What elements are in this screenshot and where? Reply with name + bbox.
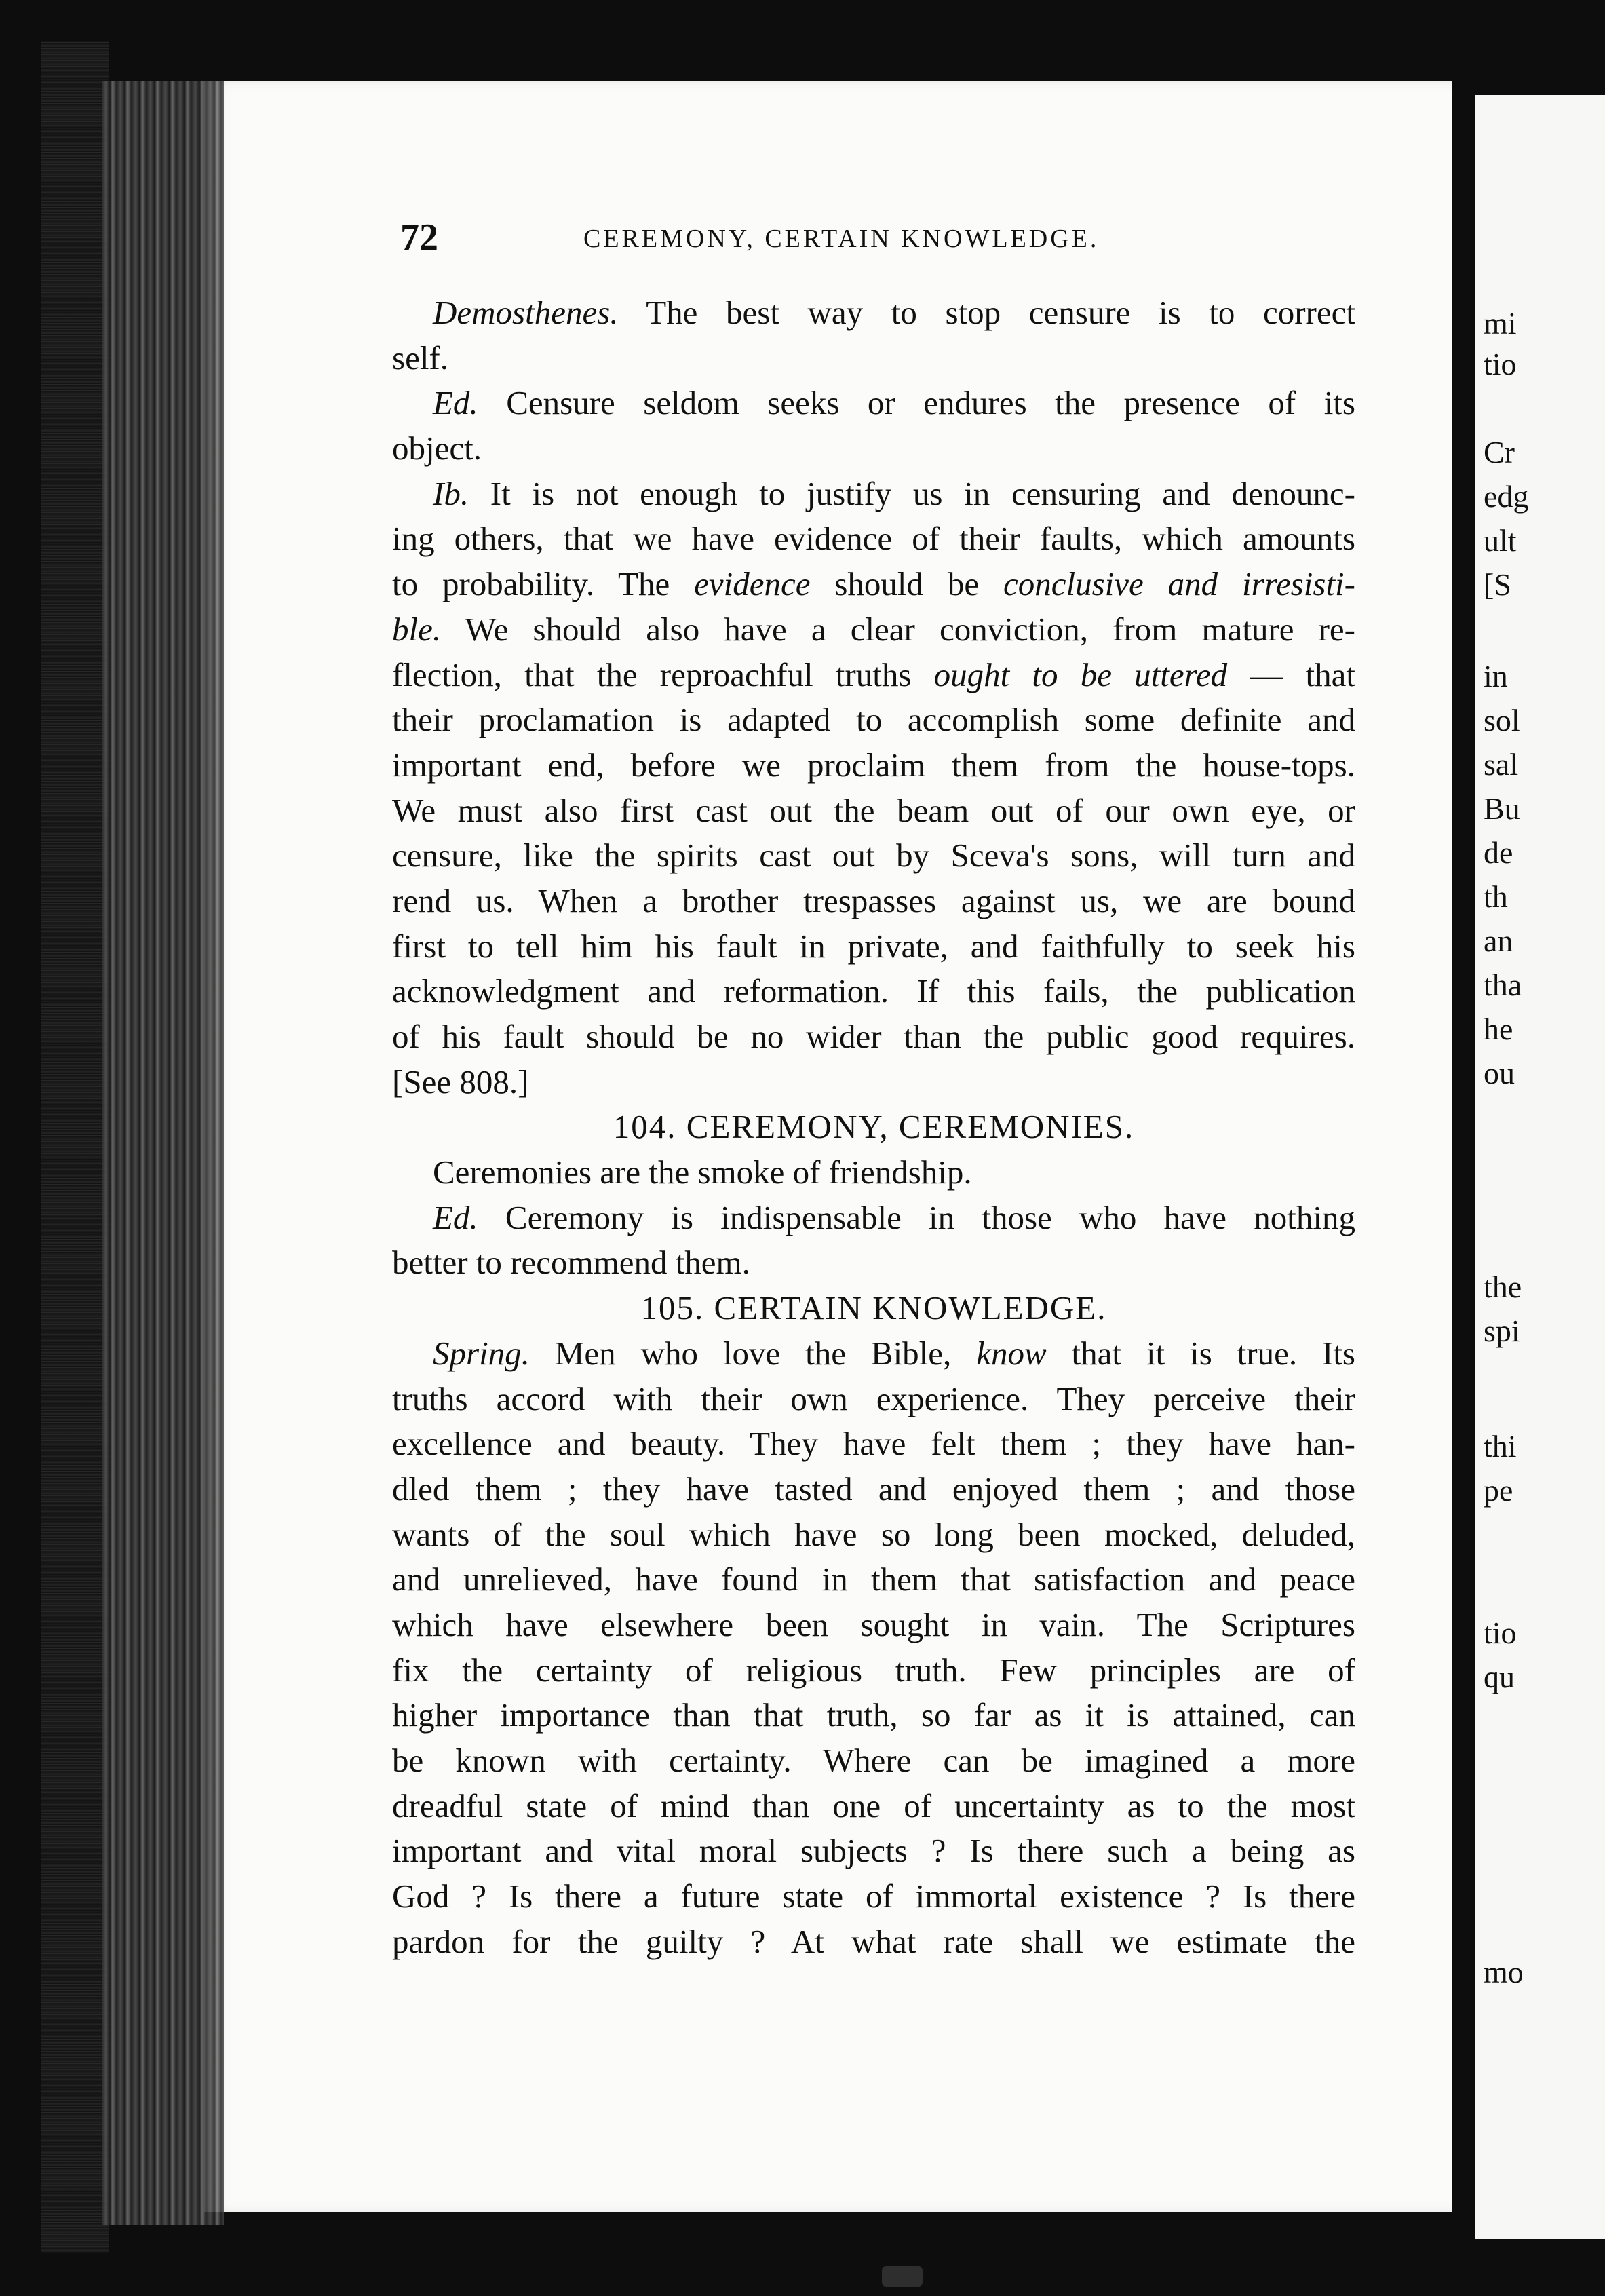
text-run: dreadful state of mind than one of uncertainty as to the most (392, 1786, 1355, 1824)
text-line (392, 607, 1355, 653)
text-line (392, 426, 1355, 472)
section-heading (392, 1105, 1355, 1150)
facing-page-fragment: thi (1484, 1429, 1517, 1463)
text-run: wants of the soul which have so long been mocked, deluded, (392, 1515, 1355, 1553)
text-run: flection, that the reproachful truths (392, 655, 934, 693)
text-run: pardon for the guilty ? At what rate shall we estimate the (392, 1922, 1355, 1960)
text-run: to probability. The (392, 565, 695, 603)
facing-page-fragment: Cr (1484, 435, 1515, 470)
text-line (392, 1512, 1355, 1558)
text-run: should be (810, 565, 1003, 603)
text-run: important and vital moral subjects ? Is there such a being as (392, 1832, 1355, 1870)
running-title: CEREMONY, CERTAIN KNOWLEDGE. (583, 225, 1100, 253)
text-line (392, 697, 1355, 743)
italic-text: conclusive and irresisti- (1003, 565, 1355, 603)
text-run: censure, like the spirits cast out by Sceva's sons, will turn and (392, 837, 1355, 875)
text-line (392, 1421, 1355, 1467)
page-binding-edge (102, 81, 224, 2225)
text-run: which have elsewhere been sought in vain. The Scriptures (392, 1605, 1355, 1643)
page-header (400, 216, 1364, 263)
text-line (392, 1150, 1355, 1195)
facing-page-fragment: the (1484, 1269, 1522, 1304)
facing-page-fragment: an (1484, 923, 1513, 958)
text-run: acknowledgment and reformation. If this fails, the publication (392, 972, 1355, 1010)
text-line (392, 1060, 1355, 1105)
facing-page-fragment: sol (1484, 703, 1520, 738)
text-line (392, 879, 1355, 924)
text-line (392, 1829, 1355, 1874)
text-line (392, 1331, 1355, 1377)
text-line (392, 969, 1355, 1014)
facing-page-fragment: ou (1484, 1056, 1515, 1090)
section-heading (392, 1286, 1355, 1331)
text-line (392, 336, 1355, 381)
text-run: [See 808.] (392, 1063, 529, 1101)
facing-page-fragment: tio (1484, 1615, 1517, 1650)
text-run: of his fault should be no wider than the public good requires. (392, 1018, 1355, 1055)
text-run: object. (392, 429, 482, 467)
text-line (392, 1467, 1355, 1512)
italic-text: Ed. (433, 1198, 478, 1236)
text-run: 104. CEREMONY, CEREMONIES. (613, 1108, 1135, 1146)
facing-page-fragment: de (1484, 835, 1513, 870)
text-run: fix the certainty of religious truth. Few principles are of (392, 1651, 1355, 1689)
text-run: Ceremony is indispensable in those who have nothing (478, 1198, 1355, 1236)
text-run: Ceremonies are the smoke of friendship. (433, 1153, 972, 1191)
text-line (392, 1557, 1355, 1603)
text-run: self. (392, 339, 448, 377)
italic-text: ble. (392, 610, 442, 648)
text-line (392, 1648, 1355, 1694)
italic-text: Spring. (433, 1334, 530, 1372)
italic-text: Demosthenes. (433, 294, 619, 331)
text-line (392, 1784, 1355, 1829)
facing-page-fragment: mi (1484, 306, 1517, 341)
text-line (392, 833, 1355, 879)
text-line (392, 516, 1355, 562)
text-run: that it is true. Its (1046, 1334, 1355, 1372)
text-line (392, 1738, 1355, 1784)
text-line (392, 788, 1355, 834)
italic-text: Ed. (433, 384, 478, 422)
text-line (392, 1919, 1355, 1965)
facing-page-fragment: tha (1484, 968, 1522, 1002)
text-run: The best way to stop censure is to correct (618, 294, 1355, 331)
text-line (392, 1014, 1355, 1060)
text-run: truths accord with their own experience. They perceive their (392, 1379, 1355, 1417)
text-line (392, 1603, 1355, 1648)
text-line (392, 562, 1355, 607)
facing-page-fragment: th (1484, 879, 1508, 914)
text-run: We should also have a clear conviction, from mature re- (441, 610, 1355, 648)
text-run: Censure seldom seeks or endures the presence of its (478, 384, 1355, 422)
facing-page-fragment: pe (1484, 1473, 1513, 1508)
text-line (392, 290, 1355, 336)
italic-text: evidence (694, 565, 811, 603)
text-line (392, 1874, 1355, 1919)
text-run: higher importance than that truth, so far as it is attained, can (392, 1696, 1355, 1734)
book-spine (41, 41, 109, 2253)
italic-text: ought to be uttered (933, 655, 1228, 693)
facing-page-fragment: mo (1484, 1955, 1524, 1989)
facing-page-fragment: in (1484, 659, 1508, 693)
text-run: rend us. When a brother trespasses against us, we are bound (392, 881, 1355, 919)
facing-page-fragment: edg (1484, 479, 1529, 514)
page-body-text (392, 290, 1355, 1964)
text-run: ing others, that we have evidence of their faults, which amounts (392, 520, 1355, 558)
text-run: We must also first cast out the beam out of our own eye, or (392, 791, 1355, 829)
text-run: — that (1227, 655, 1356, 693)
text-run: be known with certainty. Where can be imagined a more (392, 1742, 1355, 1779)
scan-artifact (882, 2266, 923, 2287)
facing-page-fragment: he (1484, 1012, 1513, 1046)
italic-text: know (976, 1334, 1047, 1372)
text-line (392, 924, 1355, 970)
facing-page-fragment: [S (1484, 567, 1511, 602)
text-run: dled them ; they have tasted and enjoyed them ; and those (392, 1470, 1355, 1508)
text-line (392, 472, 1355, 517)
facing-page-fragment: Bu (1484, 791, 1520, 826)
text-run: God ? Is there a future state of immortal existence ? Is there (392, 1877, 1355, 1915)
text-line (392, 381, 1355, 426)
facing-page-fragment: tio (1484, 347, 1517, 381)
text-run: It is not enough to justify us in censuring and denounc- (469, 474, 1355, 512)
text-run: and unrelieved, have found in them that satisfaction and peace (392, 1561, 1355, 1599)
text-run: excellence and beauty. They have felt them ; they have han- (392, 1425, 1355, 1463)
facing-page-fragment: sal (1484, 747, 1519, 782)
page-number: 72 (400, 216, 438, 259)
text-run: 105. CERTAIN KNOWLEDGE. (640, 1289, 1107, 1327)
facing-page-fragment: ult (1484, 523, 1517, 558)
facing-page-fragment: qu (1484, 1660, 1515, 1694)
text-run: better to recommend them. (392, 1244, 750, 1282)
text-run: important end, before we proclaim them from the house-tops. (392, 746, 1355, 784)
italic-text: Ib. (433, 474, 469, 512)
text-line (392, 1693, 1355, 1738)
text-line (392, 1195, 1355, 1241)
facing-page-edge (1475, 95, 1605, 2239)
text-line (392, 1240, 1355, 1286)
text-run: Men who love the Bible, (529, 1334, 977, 1372)
text-line (392, 653, 1355, 698)
text-line (392, 743, 1355, 788)
text-line (392, 1377, 1355, 1422)
text-run: first to tell him his fault in private, and faithfully to seek his (392, 927, 1355, 965)
facing-page-fragment: spi (1484, 1314, 1520, 1348)
text-run: their proclamation is adapted to accomplish some definite and (392, 701, 1355, 739)
